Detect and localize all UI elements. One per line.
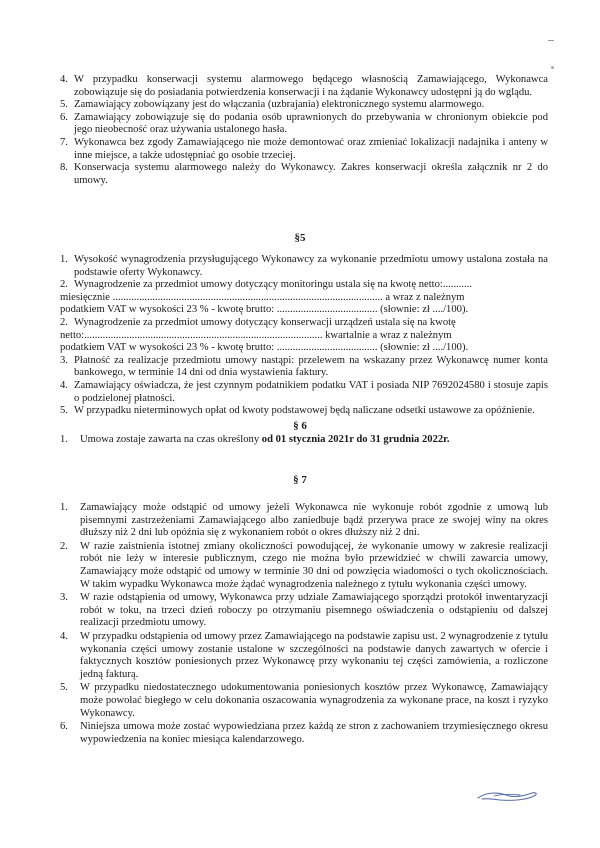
item-number: 7. — [60, 136, 68, 148]
list-item — [60, 74, 548, 99]
item-number: 6. — [60, 111, 68, 123]
item-text: Płatność za realizacje przedmiotu umowy nastąpi: przelewem na wskazany przez Wykonawcę numer konta bankowego, w terminie 14 dni od dnia wystawienia faktury. — [74, 354, 548, 379]
list-item — [60, 502, 548, 540]
item-text — [80, 434, 548, 447]
fill-line: miesięcznie ...................................................................................................... a wraz z należnym — [60, 291, 465, 303]
item-text: Konserwacja systemu alarmowego należy do Wykonawcy. Zakres konserwacji określa załącznik nr 2 do umowy. — [74, 162, 548, 186]
section-6-heading: § 6 — [293, 420, 307, 432]
item-text: W przypadku konserwacji systemu alarmowego będącego własnością Zamawiającego, Wykonawca zobowiązuje się do posiadania potwierdzenia konserwacji i na żądanie Wykonawcy udostępni ją do wglądu. — [74, 74, 548, 98]
signature-scribble — [472, 786, 542, 806]
section-6-list — [60, 434, 548, 447]
margin-mark — [548, 40, 554, 41]
list-item — [60, 112, 548, 137]
item-number: 2. — [60, 540, 68, 552]
list-item — [60, 682, 548, 720]
item-text: W przypadku nieterminowych opłat od kwoty podstawowej będą naliczane odsetki ustawowe za opóźnienie. — [74, 405, 535, 417]
item-text: Wykonawca bez zgody Zamawiającego nie może demontować oraz zmieniać lokalizacji nadajnika i anteny w inne miejsce, a także udostępniać go osobie trzeciej. — [74, 136, 548, 161]
section-7-list — [60, 502, 548, 746]
list-item — [60, 162, 548, 187]
term-dates: od 01 stycznia 2021r do 31 grudnia 2022r. — [261, 434, 450, 445]
item-number: 1. — [60, 254, 68, 265]
item-text: Zamawiający może odstąpić od umowy jeżeli Wykonawca nie wykonuje robót zgodnie z umową lub pisemnymi zastrzeżeniami Zamawiającego albo zaniedbuje bądź przerywa prace ze swojej winy na okres dłuższy niż 2 dni lub opóźnia się z wykonaniem robót o okres dłuższy niż 2 dni. — [80, 502, 548, 539]
list-item — [60, 592, 548, 630]
item-number: 1. — [60, 502, 68, 513]
item-text: W przypadku niedostatecznego udokumentowania poniesionych kosztów przez Wykonawcę, Zamawiający może powołać biegłego w celu dokonania oszacowania wynagrodzenia za wykonane prace, na koszt i ryzyko Wykonawcy. — [80, 682, 548, 719]
item-text — [74, 279, 548, 292]
list-item — [60, 279, 548, 292]
item-number: 8. — [60, 162, 68, 174]
item-text: Zamawiający zobowiązuje się do podania osób uprawnionych do przebywania w chronionym obiekcie pod jego nieobecność oraz używania ustalonego hasła. — [74, 111, 548, 136]
fill-line: podatkiem VAT w wysokości 23 % - kwotę brutto: ...................................... (słownie: zł ..../100). — [60, 342, 469, 354]
list-item — [60, 137, 548, 162]
list-item — [60, 541, 548, 591]
section-5-heading: §5 — [294, 232, 306, 244]
section-5-list — [60, 254, 548, 418]
item-number: 1. — [60, 434, 68, 445]
item-text: Zamawiający zobowiązany jest do włączania (uzbrajania) elektronicznego systemu alarmowego. — [74, 99, 485, 111]
list-item — [60, 631, 548, 681]
fill-line: Wynagrodzenie za przedmiot umowy dotyczący monitoringu ustala się na kwotę netto:........... — [74, 279, 472, 291]
list-item — [60, 721, 548, 746]
item-number: 6. — [60, 721, 68, 733]
item-text: W przypadku odstąpienia od umowy przez Zamawiającego na podstawie zapisu ust. 2 wynagrodzenie z tytułu wykonania części umowy zostanie ustalone w szczególności na podstawie danych zawartych w ofercie i faktycznych kosztów poniesionych przez Wykonawcę przy wykonaniu tej części zamówienia, a rozliczone jedną fakturą. — [80, 630, 548, 680]
item-text: Niniejsza umowa może zostać wypowiedziana przez każdą ze stron z zachowaniem trzymiesięcznego okresu wypowiedzenia na koniec miesiąca kalendarzowego. — [80, 721, 548, 745]
section-7-heading: § 7 — [293, 474, 307, 486]
item-number: 5. — [60, 405, 68, 417]
item-number: 2. — [60, 316, 68, 328]
list-item — [60, 99, 548, 112]
item-number: 5. — [60, 99, 68, 111]
list-item — [60, 405, 548, 418]
item-text: Zamawiający oświadcza, że jest czynnym podatnikiem podatku VAT i posiada NIP 7692024580 i stosuje zapis o podzielonej płatności. — [74, 379, 548, 404]
item-text: W razie zaistnienia istotnej zmiany okoliczności powodującej, że wykonanie umowy w zakresie realizacji robót nie leży w interesie publicznym, czego nie można było przewidzieć w chwili zawarcia umowy, Zamawiający może odstąpić od umowy w terminie 30 dni od powzięcia wiadomości o tych okolicznościach. W takim wypadku Wykonawca może żądać wynagrodzenia należnego z tytułu wykonania części umowy. — [80, 540, 548, 590]
term-text: Umowa zostaje zawarta na czas określony — [80, 434, 260, 445]
list-item — [60, 355, 548, 380]
list-item — [60, 380, 548, 405]
item-number: 4. — [60, 74, 68, 85]
item-number: 4. — [60, 630, 68, 642]
section-4-list — [60, 74, 548, 187]
margin-mark — [551, 66, 554, 69]
fill-line: Wynagrodzenie za przedmiot umowy dotyczący konserwacji urządzeń ustala się na kwotę — [74, 316, 456, 328]
fill-line: netto:.......................................................................................... kwartalnie a wraz z należnym — [60, 329, 452, 341]
item-text — [74, 317, 548, 330]
list-item — [60, 317, 548, 330]
item-text: Wysokość wynagrodzenia przysługującego Wykonawcy za wykonanie przedmiotu umowy ustalona została na podstawie oferty Wykonawcy. — [74, 254, 548, 278]
item-number: 5. — [60, 682, 68, 694]
item-number: 3. — [60, 354, 68, 366]
item-number: 3. — [60, 592, 68, 604]
item-text: W razie odstąpienia od umowy, Wykonawca przy udziale Zamawiającego sporządzi protokół inwentaryzacji robót w toku, na trzeci dzień roboczy po otrzymaniu pisemnego oświadczenia o odstąpieniu od dalszej realizacji przedmiotu umowy. — [80, 592, 548, 629]
fill-line: podatkiem VAT w wysokości 23 % - kwotę brutto: ...................................... (słownie: zł ..../100). — [60, 304, 469, 316]
list-item — [60, 434, 548, 447]
list-item — [60, 254, 548, 279]
item-number: 4. — [60, 379, 68, 391]
item-number: 2. — [60, 279, 68, 291]
